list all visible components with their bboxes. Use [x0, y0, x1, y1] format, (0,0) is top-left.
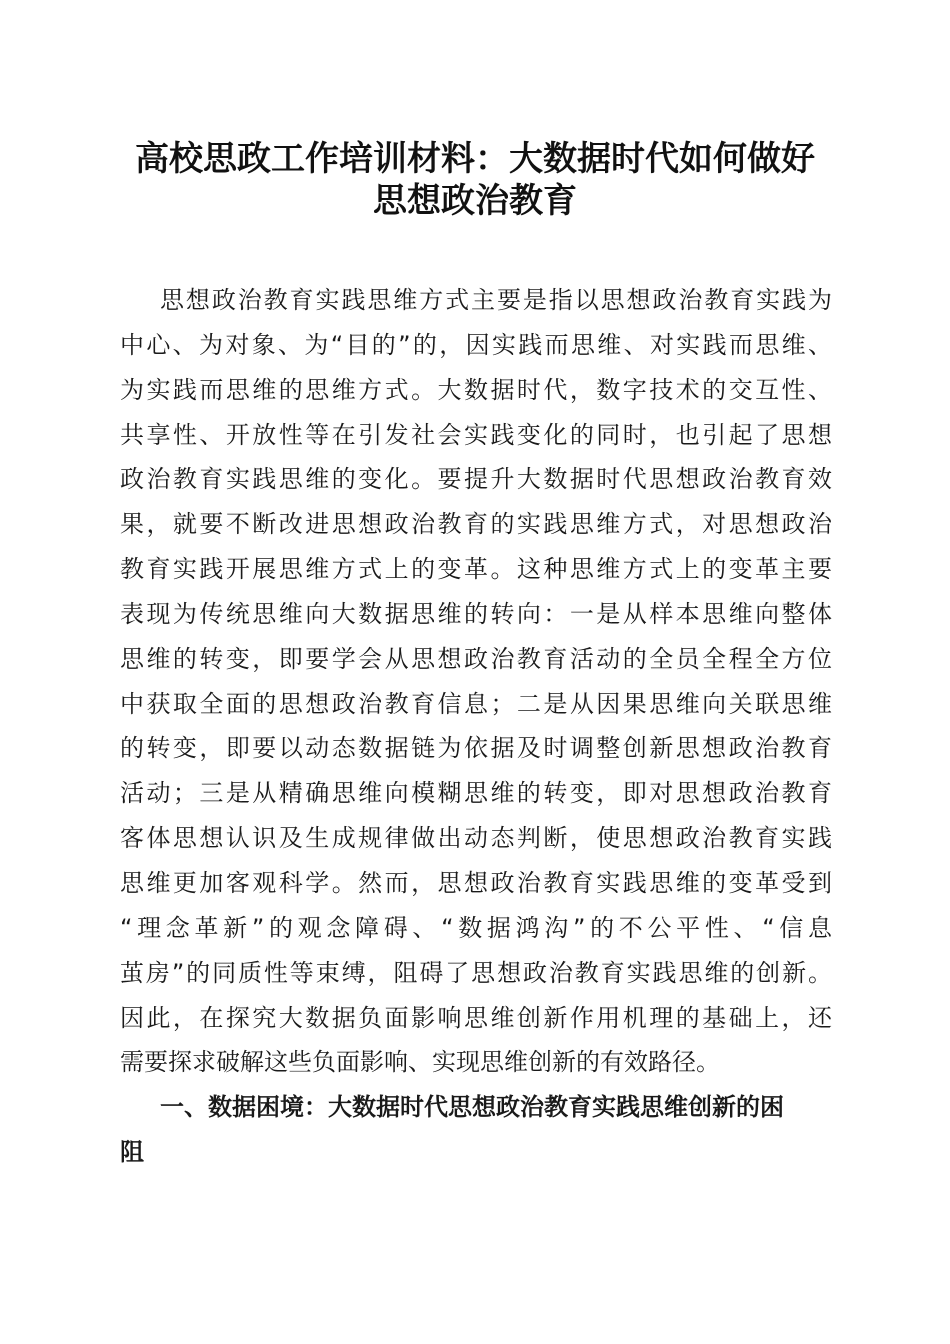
paragraph-line: 为实践而思维的思维方式。大数据时代，数字技术的交互性、 [120, 375, 832, 404]
section-heading-line: 一、数据困境：大数据时代思想政治教育实践思维创新的困 [160, 1093, 784, 1122]
paragraph-line: 客体思想认识及生成规律做出动态判断，使思想政治教育实践 [120, 824, 832, 853]
paragraph-line: 活动；三是从精确思维向模糊思维的转变，即对思想政治教育 [120, 779, 832, 808]
paragraph-line: 的转变，即要以动态数据链为依据及时调整创新思想政治教育 [120, 734, 832, 763]
paragraph-line: 思维的转变，即要学会从思想政治教育活动的全员全程全方位 [120, 644, 832, 673]
section-heading [120, 1085, 832, 1175]
paragraph-line: “理念革新”的观念障碍、“数据鸿沟”的不公平性、“信息 [120, 913, 832, 942]
paragraph-line: 思维更加客观科学。然而，思想政治教育实践思维的变革受到 [120, 868, 832, 897]
paragraph-line: 政治教育实践思维的变化。要提升大数据时代思想政治教育效 [120, 465, 832, 494]
intro-paragraph [120, 278, 832, 1085]
section-heading-line: 阻 [120, 1138, 144, 1167]
paragraph-line: 因此，在探究大数据负面影响思维创新作用机理的基础上，还 [120, 1003, 832, 1032]
paragraph-line: 需要探求破解这些负面影响、实现思维创新的有效路径。 [120, 1048, 720, 1077]
paragraph-line: 中心、为对象、为“目的”的，因实践而思维、对实践而思维、 [120, 330, 832, 359]
title-line-2: 思想政治教育 [373, 181, 577, 221]
paragraph-line: 教育实践开展思维方式上的变革。这种思维方式上的变革主要 [120, 555, 832, 584]
paragraph-line: 中获取全面的思想政治教育信息；二是从因果思维向关联思维 [120, 689, 832, 718]
paragraph-line: 共享性、开放性等在引发社会实践变化的同时，也引起了思想 [120, 420, 832, 449]
paragraph-line: 茧房”的同质性等束缚，阻碍了思想政治教育实践思维的创新。 [120, 958, 832, 987]
document-title [100, 138, 850, 222]
paragraph-line: 思想政治教育实践思维方式主要是指以思想政治教育实践为 [160, 286, 832, 314]
paragraph-line: 果，就要不断改进思想政治教育的实践思维方式，对思想政治 [120, 510, 832, 539]
body-text [120, 278, 832, 1175]
title-line-1: 高校思政工作培训材料：大数据时代如何做好 [135, 139, 815, 179]
paragraph-line: 表现为传统思维向大数据思维的转向：一是从样本思维向整体 [120, 599, 832, 628]
